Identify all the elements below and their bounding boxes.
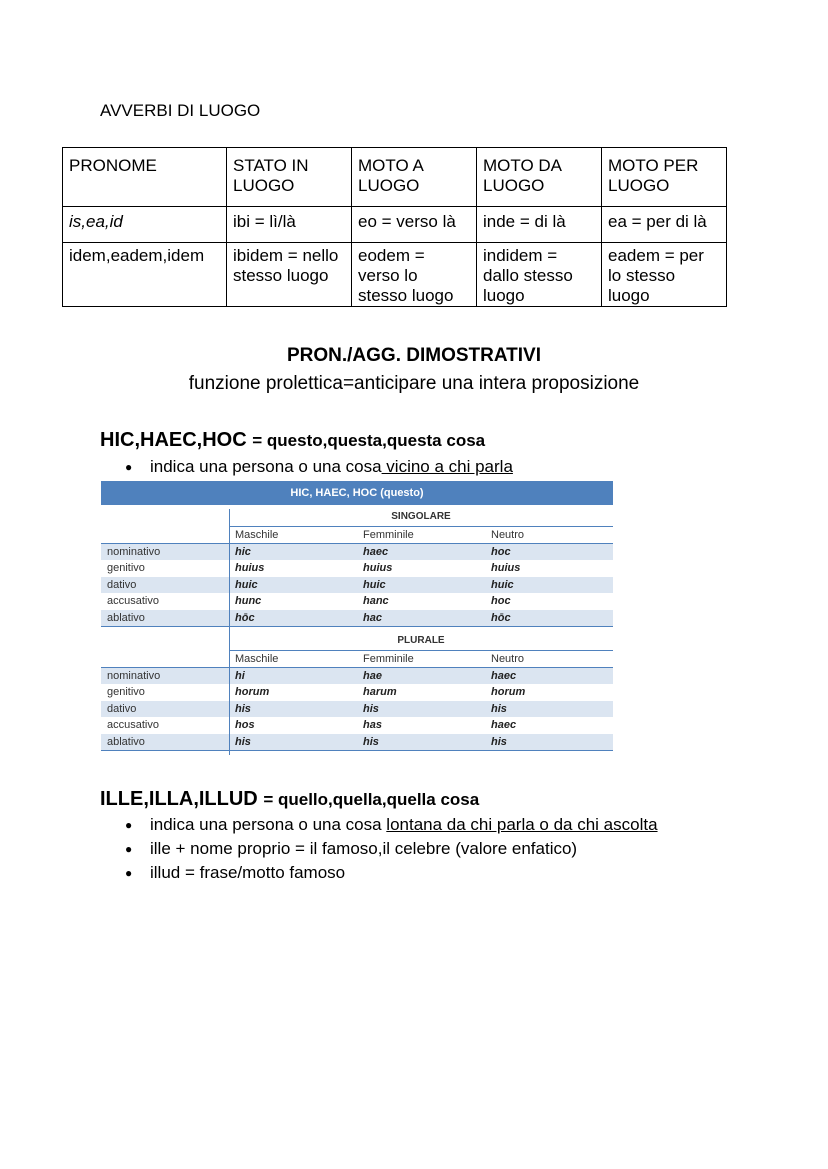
- gender-header: Neutro: [491, 529, 525, 541]
- form-cell: his: [363, 735, 379, 748]
- table-cell: is,ea,id: [63, 207, 227, 243]
- case-label: nominativo: [107, 670, 161, 682]
- form-cell: huius: [363, 562, 393, 575]
- case-label: accusativo: [107, 719, 159, 732]
- bullet-text: indica una persona o una cosa: [150, 457, 382, 476]
- header-cell: MOTO PER LUOGO: [602, 148, 727, 207]
- gender-header: Maschile: [235, 529, 279, 541]
- dimostrativi-title: PRON./AGG. DIMOSTRATIVI: [286, 345, 542, 366]
- table-row: [101, 717, 613, 733]
- hic-meaning: = questo,questa,questa cosa: [252, 431, 486, 450]
- case-label: genitivo: [107, 562, 145, 575]
- bullet-underlined: vicino a chi parla: [381, 457, 513, 476]
- number-label: SINGOLARE: [391, 511, 451, 522]
- table-row: [101, 593, 613, 609]
- form-cell: hanc: [363, 595, 389, 608]
- table-cell: idem,eadem,idem: [63, 243, 227, 307]
- list-item: ● ille + nome proprio = il famoso,il celebre (valore enfatico): [125, 837, 658, 861]
- table-cell: ibi = lì/là: [227, 207, 352, 243]
- case-label: nominativo: [107, 546, 161, 558]
- form-cell: huius: [235, 562, 265, 575]
- list-item: ● illud = frase/motto famoso: [125, 861, 658, 885]
- gender-header: Femminile: [363, 653, 414, 665]
- table-cell: eodem = verso lo stesso luogo: [352, 243, 477, 307]
- table-cell: ea = per di là: [602, 207, 727, 243]
- form-cell: his: [363, 702, 379, 715]
- header-cell: MOTO DA LUOGO: [477, 148, 602, 207]
- adverb-table: [62, 147, 727, 307]
- hic-head-word: HIC,HAEC,HOC: [100, 429, 247, 451]
- gender-header: Femminile: [363, 529, 414, 541]
- form-cell: his: [235, 735, 251, 748]
- form-cell: huius: [491, 562, 521, 575]
- bullet-underlined: lontana da chi parla o da chi ascolta: [386, 815, 658, 834]
- form-cell: haec: [363, 546, 389, 558]
- table-cell: eadem = per lo stesso luogo: [602, 243, 727, 307]
- form-cell: hoc: [491, 595, 511, 608]
- avverbi-heading: AVVERBI DI LUOGO: [100, 101, 261, 120]
- table-row: [101, 544, 613, 560]
- divider: [101, 750, 613, 751]
- form-cell: hi: [235, 670, 245, 682]
- dimostrativi-subtitle: funzione prolettica=anticipare una intera proposizione: [188, 373, 640, 394]
- table-cell: indidem = dallo stesso luogo: [477, 243, 602, 307]
- form-cell: hac: [363, 611, 382, 624]
- form-cell: hic: [235, 546, 251, 558]
- number-label: PLURALE: [397, 635, 445, 646]
- table-title: HIC, HAEC, HOC (questo): [101, 481, 613, 505]
- table-row: [101, 701, 613, 717]
- form-cell: horum: [491, 686, 526, 699]
- form-cell: hoc: [491, 546, 511, 558]
- table-row: [101, 734, 613, 750]
- form-cell: his: [491, 735, 507, 748]
- hic-bullets: [125, 455, 513, 479]
- table-row: [101, 560, 613, 576]
- ille-head-word: ILLE,ILLA,ILLUD: [100, 788, 258, 810]
- table-row: [63, 243, 727, 307]
- table-header-row: [63, 148, 727, 207]
- case-label: accusativo: [107, 595, 159, 608]
- case-label: genitivo: [107, 686, 145, 699]
- case-label: dativo: [107, 578, 137, 591]
- ille-bullets: [125, 813, 658, 885]
- table-cell: eo = verso là: [352, 207, 477, 243]
- header-cell: PRONOME: [63, 148, 227, 207]
- header-cell: MOTO A LUOGO: [352, 148, 477, 207]
- form-cell: hunc: [235, 595, 262, 608]
- form-cell: haec: [491, 670, 517, 682]
- table-row: [101, 577, 613, 593]
- table-row: [63, 207, 727, 243]
- case-label: ablativo: [107, 611, 145, 624]
- form-cell: hae: [363, 670, 382, 682]
- ille-heading: [100, 788, 479, 811]
- form-cell: harum: [363, 686, 397, 699]
- case-label: ablativo: [107, 735, 145, 748]
- table-row: [101, 668, 613, 684]
- gender-header: Maschile: [235, 653, 279, 665]
- divider: [229, 509, 230, 755]
- form-cell: hōc: [235, 611, 255, 624]
- divider: [229, 526, 613, 527]
- gender-header: Neutro: [491, 653, 525, 665]
- case-label: dativo: [107, 702, 137, 715]
- ille-meaning: = quello,quella,quella cosa: [263, 790, 480, 809]
- list-item: [125, 813, 658, 837]
- table-row: [101, 684, 613, 700]
- table-row: [101, 610, 613, 626]
- bullet-text: indica una persona o una cosa: [150, 815, 387, 834]
- form-cell: his: [491, 702, 507, 715]
- divider: [229, 650, 613, 651]
- declension-table-image: [101, 481, 613, 755]
- table-cell: ibidem = nello stesso luogo: [227, 243, 352, 307]
- hic-heading: [100, 429, 485, 452]
- form-cell: huic: [363, 578, 386, 591]
- form-cell: his: [235, 702, 251, 715]
- divider: [101, 626, 613, 627]
- form-cell: hōc: [491, 611, 511, 624]
- form-cell: horum: [235, 686, 270, 699]
- form-cell: hos: [235, 719, 255, 732]
- header-cell: STATO IN LUOGO: [227, 148, 352, 207]
- table-cell: inde = di là: [477, 207, 602, 243]
- form-cell: huic: [491, 578, 514, 591]
- form-cell: huic: [235, 578, 258, 591]
- form-cell: haec: [491, 719, 517, 732]
- list-item: [125, 455, 513, 479]
- form-cell: has: [363, 719, 382, 732]
